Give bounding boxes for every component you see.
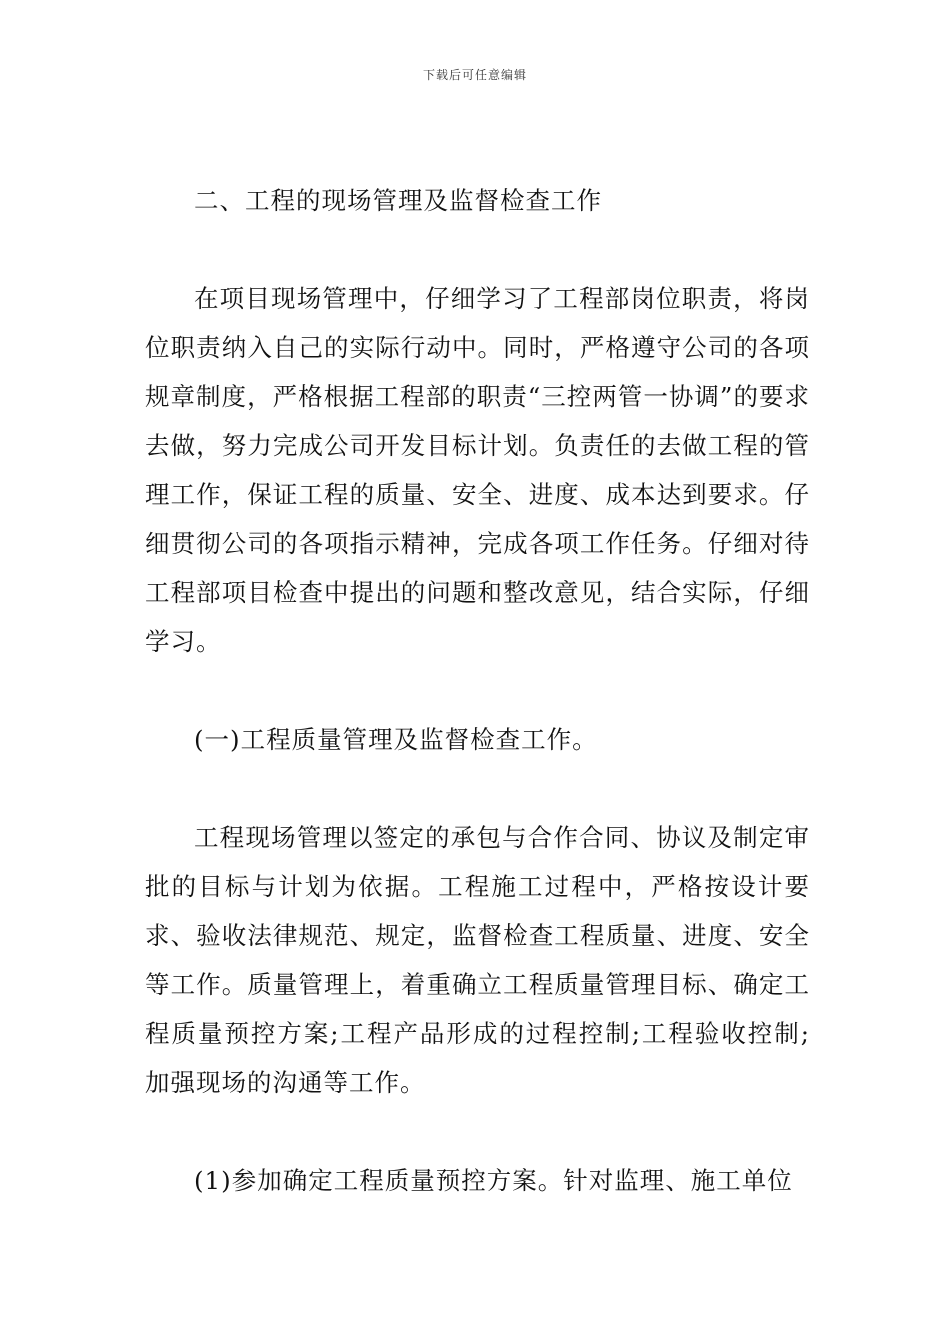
paragraph-gap	[145, 1107, 810, 1156]
section-heading: 二、工程的现场管理及监督检查工作	[194, 186, 602, 215]
paragraph-gap	[145, 764, 810, 813]
subsection-heading: (一)工程质量管理及监督检查工作。	[194, 725, 598, 754]
document-body	[145, 176, 810, 1205]
paragraph-quality-management: 工程现场管理以签定的承包与合作合同、协议及制定审批的目标与计划为依据。工程施工过程中，严格按设计要求、验收法律规范、规定，监督检查工程质量、进度、安全等工作。质量管理上，着重确立工程质量管理目标、确定工程质量预控方案;工程产品形成的过程控制;工程验收控制;加强现场的沟通等工作。	[145, 823, 810, 1097]
page-header-note: 下载后可任意编辑	[422, 68, 527, 82]
paragraph-gap	[145, 666, 810, 715]
paragraph-gap	[145, 225, 810, 274]
paragraph-quality-plan: (1)参加确定工程质量预控方案。针对监理、施工单位	[194, 1166, 793, 1195]
paragraph-site-management: 在项目现场管理中，仔细学习了工程部岗位职责，将岗位职责纳入自己的实际行动中。同时，严格遵守公司的各项规章制度，严格根据工程部的职责“三控两管一协调”的要求去做，努力完成公司开发目标计划。负责任的去做工程的管理工作，保证工程的质量、安全、进度、成本达到要求。仔细贯彻公司的各项指示精神，完成各项工作任务。仔细对待工程部项目检查中提出的问题和整改意见，结合实际，仔细学习。	[145, 284, 810, 656]
